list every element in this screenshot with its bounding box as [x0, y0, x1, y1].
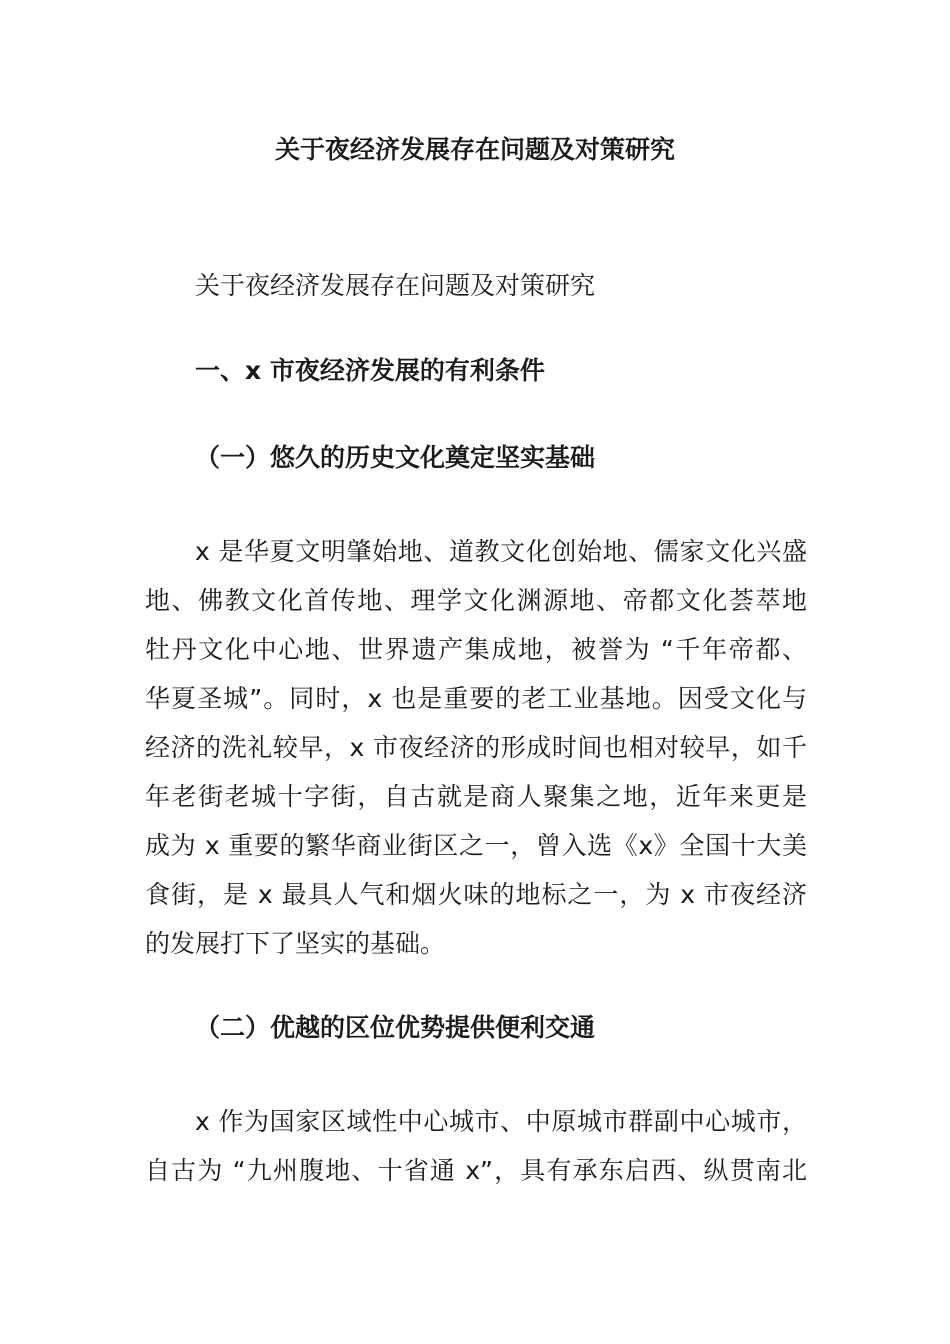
paragraph-line: 成为 x 重要的繁华商业街区之一，曾入选《x》全国十大美	[145, 831, 807, 860]
paragraph-line: 自古为 “九州腹地、十省通 x”，具有承东启西、纵贯南北	[145, 1156, 807, 1185]
paragraph-line: 年老街老城十字街，自古就是商人聚集之地，近年来更是	[145, 782, 807, 811]
document-title: 关于夜经济发展存在问题及对策研究	[274, 135, 675, 164]
paragraph-history-culture	[145, 527, 807, 968]
document-subtitle: 关于夜经济发展存在问题及对策研究	[195, 271, 596, 300]
subsection-heading-1: （一）悠久的历史文化奠定坚实基础	[195, 443, 596, 472]
paragraph-line: 地、佛教文化首传地、理学文化渊源地、帝都文化荟萃地	[145, 586, 807, 615]
paragraph-line: 的发展打下了坚实的基础。	[145, 929, 446, 958]
paragraph-line: 经济的洗礼较早，x 市夜经济的形成时间也相对较早，如千	[145, 733, 807, 762]
paragraph-line: 食街，是 x 最具人气和烟火味的地标之一，为 x 市夜经济	[145, 880, 807, 909]
paragraph-location-advantage	[145, 1097, 807, 1195]
paragraph-line: x 作为国家区域性中心城市、中原城市群副中心城市，	[195, 1107, 807, 1136]
paragraph-line: 华夏圣城”。同时，x 也是重要的老工业基地。因受文化与	[145, 684, 807, 713]
subsection-heading-2: （二）优越的区位优势提供便利交通	[195, 1013, 596, 1042]
paragraph-line: 牡丹文化中心地、世界遗产集成地，被誉为 “千年帝都、	[145, 635, 807, 664]
paragraph-line: x 是华夏文明肇始地、道教文化创始地、儒家文化兴盛	[195, 537, 807, 566]
section-heading-1: 一、x 市夜经济发展的有利条件	[195, 356, 545, 385]
